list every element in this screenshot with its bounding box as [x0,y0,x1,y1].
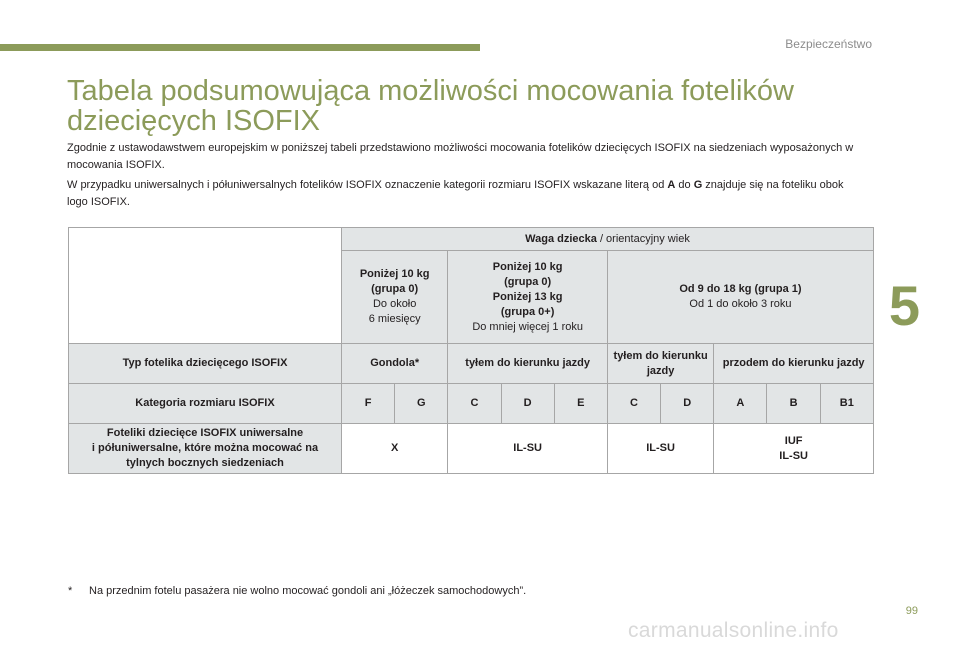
row-label-size-class: Kategoria rozmiaru ISOFIX [69,384,342,424]
seat-type-forward-facing: przodem do kierunku jazdy [714,344,874,384]
size-class-cell: D [661,384,714,424]
size-class-cell: C [607,384,660,424]
table-corner-cell [69,228,342,344]
section-label: Bezpieczeństwo [785,37,872,51]
size-class-cell: B [767,384,820,424]
row-label-seat-type: Typ fotelika dziecięcego ISOFIX [69,344,342,384]
intro-text [67,140,867,214]
size-class-cell: G [395,384,448,424]
row-label-universal-seats: Foteliki dziecięce ISOFIX uniwersalne i półuniwersalne, które można mocować na tylnych bocznych siedzeniach [69,424,342,474]
size-class-cell: A [714,384,767,424]
size-class-cell: C [448,384,501,424]
size-class-cell: F [341,384,394,424]
universal-gondola-cell: X [341,424,447,474]
weight-group-1: Od 9 do 18 kg (grupa 1) Od 1 do około 3 roku [607,251,873,344]
weight-header: Waga dziecka / orientacyjny wiek [341,228,873,251]
universal-rear-cell: IL-SU [448,424,608,474]
page-title: Tabela podsumowująca możliwości mocowania fotelików dziecięcych ISOFIX [67,75,794,137]
size-class-cell: B1 [820,384,873,424]
intro-paragraph-1: Zgodnie z ustawodawstwem europejskim w poniższej tabeli przedstawiono możliwości mocowania fotelików dziecięcych ISOFIX na siedzeniach wyposażonych w mocowania ISOFIX. [67,142,854,171]
universal-rear-2-cell: IL-SU [607,424,713,474]
chapter-number: 5 [888,274,920,337]
header-accent-bar [0,44,480,51]
watermark-text: carmanualsonline.info [628,619,839,642]
intro-paragraph-2: W przypadku uniwersalnych i półuniwersalnych fotelików ISOFIX oznaczenie kategorii rozmiaru ISOFIX wskazane literą od A do G znajduje się na foteliku obok logo ISOFIX. [67,179,844,208]
footnote: * Na przednim fotelu pasażera nie wolno mocować gondoli ani „łóżeczek samochodowych”. [68,585,527,597]
page-number: 99 [905,605,918,617]
weight-group-0plus: Poniżej 10 kg (grupa 0) Poniżej 13 kg (grupa 0+) Do mniej więcej 1 roku [448,251,608,344]
seat-type-gondola: Gondola* [341,344,447,384]
isofix-table [68,227,874,474]
size-class-cell: E [554,384,607,424]
size-class-cell: D [501,384,554,424]
seat-type-rear-facing: tyłem do kierunku jazdy [448,344,608,384]
universal-forward-cell: IUF IL-SU [714,424,874,474]
seat-type-rear-facing-2: tyłem do kierunku jazdy [607,344,713,384]
weight-group-0: Poniżej 10 kg (grupa 0) Do około 6 miesięcy [341,251,447,344]
